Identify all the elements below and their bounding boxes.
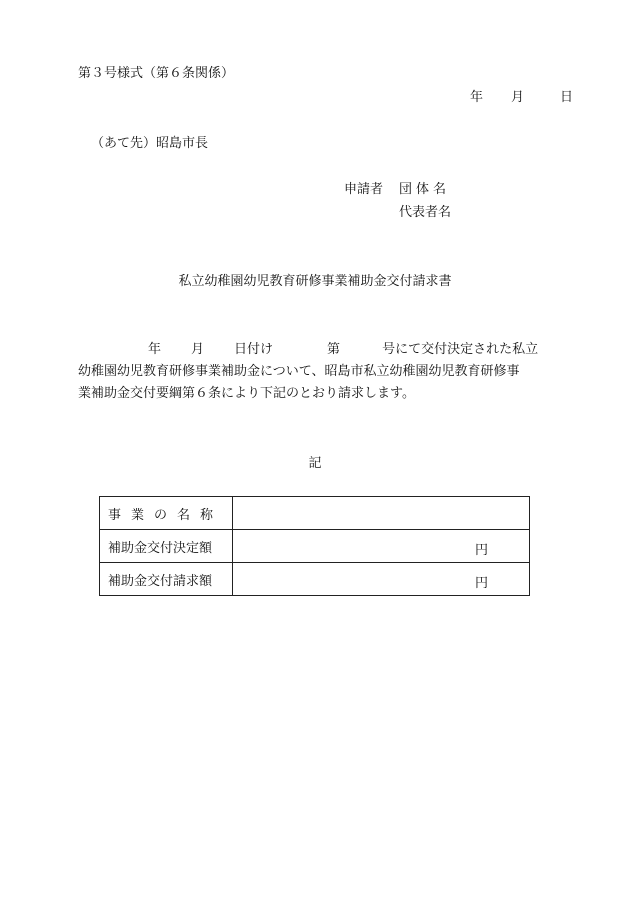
table-row [100,563,530,596]
project-name-value[interactable] [233,497,530,530]
table-row [100,530,530,563]
detail-table [99,496,530,596]
body-year: 年 [148,342,162,357]
yen-unit: 円 [475,543,489,558]
group-name-label: 団体名 [399,182,451,197]
representative-label: 代表者名 [399,205,452,220]
table-row [100,497,530,530]
yen-unit: 円 [475,576,489,591]
date-line [470,90,573,106]
body-line-1 [78,339,553,361]
date-year: 年 [470,90,484,105]
body-month: 月 [191,342,205,357]
body-number-prefix: 第 [327,342,341,357]
grant-decision-amount-label: 補助金交付決定額 [100,530,233,563]
ki-label: 記 [308,456,322,471]
body-line-2: 幼稚園幼児教育研修事業補助金について、昭島市私立幼稚園幼児教育研修事 [78,364,520,379]
addressee: （あて先）昭島市長 [91,136,209,151]
date-day: 日 [560,90,574,105]
project-name-label: 事業の名称 [100,497,233,530]
date-month: 月 [511,90,525,105]
body-date-suffix: 日付け [234,342,274,357]
document-title: 私立幼稚園幼児教育研修事業補助金交付請求書 [178,274,452,289]
form-number: 第３号様式（第６条関係） [78,66,235,81]
body-line-3: 業補助金交付要綱第６条により下記のとおり請求します。 [78,386,415,401]
applicant-label: 申請者 [344,182,384,197]
body-line1-rest: 号にて交付決定された私立 [382,342,539,357]
grant-request-amount-label: 補助金交付請求額 [100,563,233,596]
grant-request-amount-value[interactable] [233,563,530,596]
grant-decision-amount-value[interactable] [233,530,530,563]
